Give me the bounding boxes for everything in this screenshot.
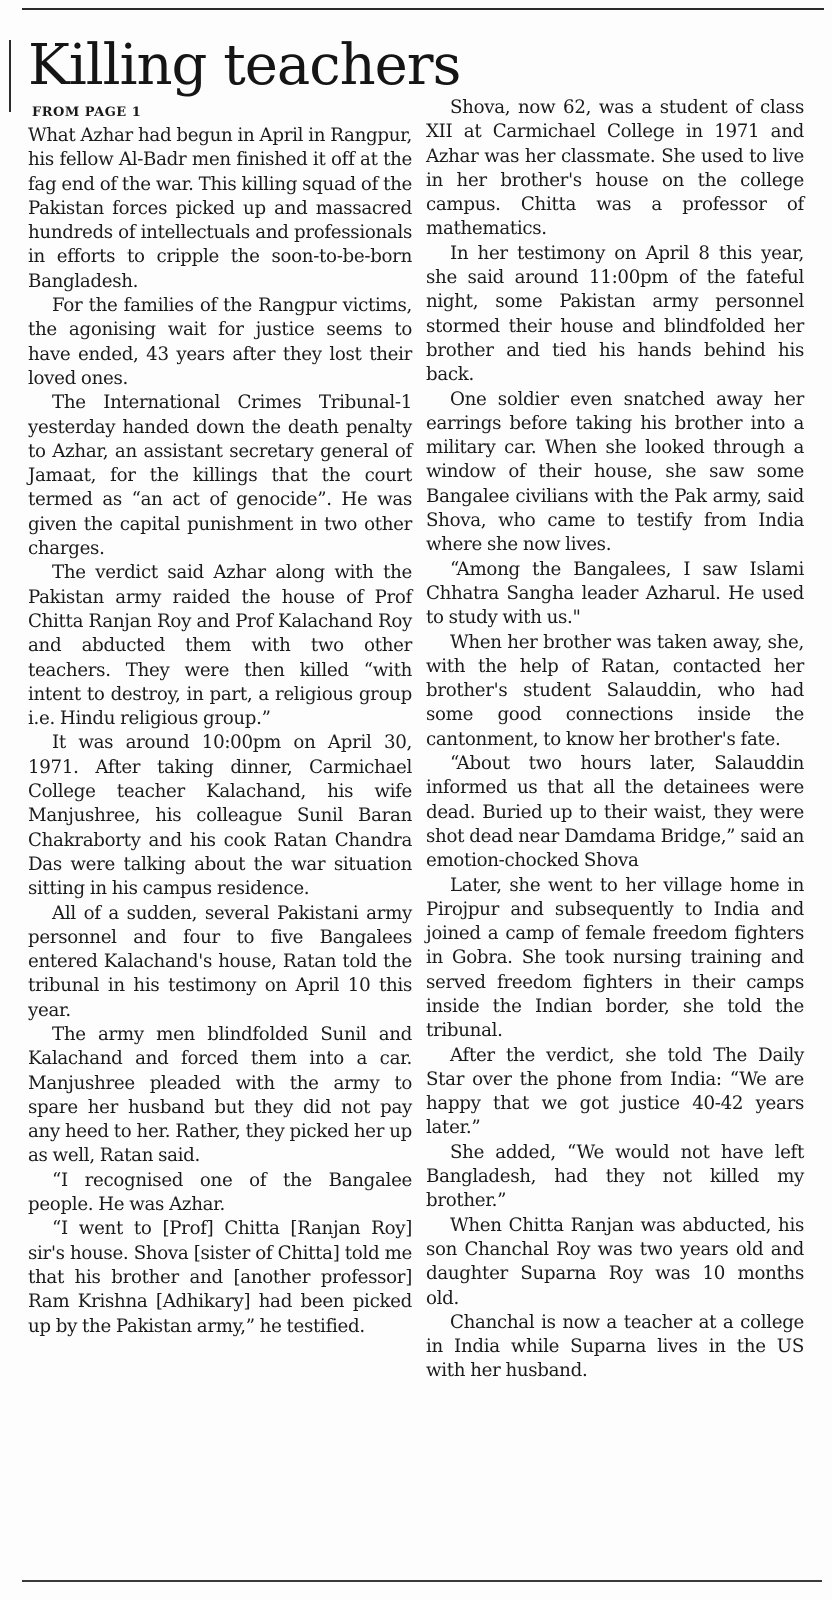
- paragraph: “I recognised one of the Bangalee people. He was Azhar.: [28, 1169, 412, 1216]
- paragraph: Later, she went to her village home in Pirojpur and subsequently to India and joined a camp of female freedom fighters in Gobra. She took nursing training and served freedom fighters in their camps inside the Indian border, she told the tribunal.: [426, 874, 804, 1042]
- paragraph: The International Crimes Tribunal-1 yesterday handed down the death penalty to Azhar, an assistant secretary general of Jamaat, for the killings that the court termed as “an act of genocide”. He was given the capital punishment in two other charges.: [28, 392, 412, 560]
- headline: Killing teachers: [28, 33, 461, 98]
- paragraph: The verdict said Azhar along with the Pakistan army raided the house of Prof Chitta Ranjan Roy and Prof Kalachand Roy and abducted them with two other teachers. They were then killed “with intent to destroy, in part, a religious group i.e. Hindu religious group.”: [28, 562, 412, 730]
- paragraph: After the verdict, she told The Daily Star over the phone from India: “We are happy that we got justice 40-42 years later.”: [426, 1044, 804, 1139]
- paragraph: “I went to [Prof] Chitta [Ranjan Roy] sir's house. Shova [sister of Chitta] told me that his brother and [another professor] Ram Krishna [Adhikary] had been picked up by the Pakistan army,” he testified.: [28, 1218, 412, 1337]
- kicker-from-page: FROM PAGE 1: [32, 105, 142, 120]
- paragraph: In her testimony on April 8 this year, she said around 11:00pm of the fateful night, some Pakistan army personnel stormed their house and blindfolded her brother and tied his hands behind his back.: [426, 242, 804, 386]
- paragraph: The army men blindfolded Sunil and Kalachand and forced them into a car. Manjushree pleaded with the army to spare her husband but they did not pay any heed to her. Rather, they picked her up as well, Ratan said.: [28, 1023, 412, 1167]
- paragraph: Shova, now 62, was a student of class XII at Carmichael College in 1971 and Azhar was her classmate. She used to live in her brother's house on the college campus. Chitta was a professor of mathematics.: [426, 97, 804, 240]
- paragraph: “About two hours later, Salauddin informed us that all the detainees were dead. Buried up to their waist, they were shot dead near Damdama Bridge,” said an emotion-chocked Shova: [426, 753, 804, 872]
- paragraph: “Among the Bangalees, I saw Islami Chhatra Sangha leader Azharul. He used to study with us.": [426, 558, 804, 629]
- paragraph: When Chitta Ranjan was abducted, his son Chanchal Roy was two years old and daughter Suparna Roy was 10 months old.: [426, 1214, 804, 1309]
- bottom-rule: [22, 1580, 822, 1582]
- left-rule: [9, 40, 11, 112]
- left-column: [28, 124, 412, 1339]
- top-rule: [22, 8, 824, 10]
- paragraph: All of a sudden, several Pakistani army personnel and four to five Bangalees entered Kalachand's house, Ratan told the tribunal in his testimony on April 10 this year.: [28, 902, 412, 1021]
- paragraph: One soldier even snatched away her earrings before taking his brother into a military car. When she looked through a window of their house, she saw some Bangalee civilians with the Pak army, said Shova, who came to testify from India where she now lives.: [426, 388, 804, 556]
- right-column: [426, 96, 804, 1384]
- paragraph: She added, “We would not have left Bangladesh, had they not killed my brother.”: [426, 1141, 804, 1212]
- paragraph: Chanchal is now a teacher at a college in India while Suparna lives in the US with her husband.: [426, 1311, 804, 1382]
- paragraph: It was around 10:00pm on April 30, 1971. After taking dinner, Carmichael College teacher Kalachand, his wife Manjushree, his colleague Sunil Baran Chakraborty and his cook Ratan Chandra Das were talking about the war situation sitting in his campus residence.: [28, 732, 412, 900]
- paragraph: For the families of the Rangpur victims, the agonising wait for justice seems to have ended, 43 years after they lost their loved ones.: [28, 295, 412, 389]
- paragraph: What Azhar had begun in April in Rangpur, his fellow Al-Badr men finished it off at the fag end of the war. This killing squad of the Pakistan forces picked up and massacred hundreds of intellectuals and professionals in efforts to cripple the soon-to-be-born Bangladesh.: [28, 125, 412, 292]
- paragraph: When her brother was taken away, she, with the help of Ratan, contacted her brother's student Salauddin, who had some good connections inside the cantonment, to know her brother's fate.: [426, 631, 804, 750]
